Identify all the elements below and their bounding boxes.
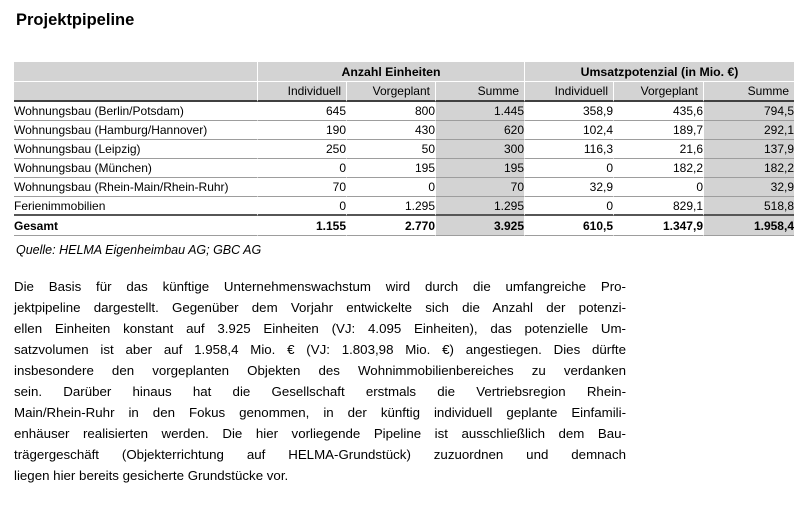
row-label: Wohnungsbau (Rhein-Main/Rhein-Ruhr) [14, 178, 258, 197]
sub-header-row [14, 82, 794, 102]
cell-umsatz-individuell: 32,9 [525, 178, 614, 197]
cell-anzahl-vorgeplant-total: 2.770 [347, 216, 436, 236]
body-line: sein. Darüber hinaus hat die Gesellschaft erstmals die Vertriebsregion Rhein- [14, 384, 626, 399]
subheader-individuell-1: Individuell [258, 82, 347, 102]
cell-umsatz-individuell: 0 [525, 159, 614, 178]
table-row-ferienimmobilien [14, 197, 794, 216]
cell-anzahl-vorgeplant: 50 [347, 140, 436, 159]
cell-umsatz-individuell: 0 [525, 197, 614, 216]
cell-umsatz-vorgeplant: 829,1 [614, 197, 704, 216]
group-header-umsatzpotenzial: Umsatzpotenzial (in Mio. €) [525, 62, 794, 82]
cell-anzahl-individuell-total: 1.155 [258, 216, 347, 236]
cell-umsatz-summe: 292,1 [704, 121, 794, 140]
row-label: Wohnungsbau (Berlin/Potsdam) [14, 102, 258, 121]
page-title: Projektpipeline [16, 11, 135, 29]
cell-anzahl-summe: 1.295 [436, 197, 525, 216]
cell-umsatz-individuell-total: 610,5 [525, 216, 614, 236]
body-line: enhäuser realisierten werden. Die hier vorliegende Pipeline ist ausschließlich dem Bau- [14, 426, 626, 441]
table-row-hamburg-hannover [14, 121, 794, 140]
cell-anzahl-vorgeplant: 0 [347, 178, 436, 197]
cell-umsatz-summe: 182,2 [704, 159, 794, 178]
body-line: jektpipeline dargestellt. Gegenüber dem Vorjahr entwickelte sich die Anzahl der potenzi- [14, 300, 626, 315]
cell-umsatz-summe: 32,9 [704, 178, 794, 197]
cell-umsatz-summe: 794,5 [704, 102, 794, 121]
body-line: ellen Einheiten konstant auf 3.925 Einheiten (VJ: 4.095 Einheiten), das potenzielle Um- [14, 321, 626, 336]
body-line: trägergeschäft (Objekterrichtung auf HELMA-Grundstück) zuzuordnen und demnach [14, 447, 626, 462]
table-row-berlin-potsdam [14, 102, 794, 121]
cell-anzahl-individuell: 190 [258, 121, 347, 140]
row-label: Ferienimmobilien [14, 197, 258, 216]
subheader-summe-2: Summe [704, 82, 794, 102]
cell-anzahl-summe: 70 [436, 178, 525, 197]
cell-umsatz-summe: 518,8 [704, 197, 794, 216]
cell-umsatz-vorgeplant-total: 1.347,9 [614, 216, 704, 236]
subheader-individuell-2: Individuell [525, 82, 614, 102]
corner-cell [14, 62, 258, 82]
cell-anzahl-summe: 195 [436, 159, 525, 178]
subheader-vorgeplant-1: Vorgeplant [347, 82, 436, 102]
row-label: Wohnungsbau (Hamburg/Hannover) [14, 121, 258, 140]
cell-anzahl-vorgeplant: 195 [347, 159, 436, 178]
cell-anzahl-individuell: 70 [258, 178, 347, 197]
cell-anzahl-summe: 1.445 [436, 102, 525, 121]
cell-umsatz-vorgeplant: 182,2 [614, 159, 704, 178]
body-line: insbesondere den vorgeplanten Objekten des Wohnimmobilienbereiches zu verdanken [14, 363, 626, 378]
table-source: Quelle: HELMA Eigenheimbau AG; GBC AG [16, 243, 262, 257]
cell-anzahl-summe-total: 3.925 [436, 216, 525, 236]
cell-umsatz-individuell: 102,4 [525, 121, 614, 140]
body-line: satzvolumen ist aber auf 1.958,4 Mio. € (VJ: 1.803,98 Mio. €) angestiegen. Dies dürfte [14, 342, 626, 357]
body-line: Die Basis für das künftige Unternehmenswachstum wird durch die umfangreiche Pro- [14, 279, 626, 294]
body-line: Main/Rhein-Ruhr in den Fokus genommen, in der künftig individuell geplante Einfamili- [14, 405, 626, 420]
cell-anzahl-summe: 620 [436, 121, 525, 140]
cell-umsatz-vorgeplant: 189,7 [614, 121, 704, 140]
cell-umsatz-vorgeplant: 0 [614, 178, 704, 197]
cell-umsatz-summe-total: 1.958,4 [704, 216, 794, 236]
cell-anzahl-individuell: 250 [258, 140, 347, 159]
cell-umsatz-individuell: 358,9 [525, 102, 614, 121]
cell-anzahl-individuell: 645 [258, 102, 347, 121]
pipeline-table [14, 62, 794, 236]
group-header-row [14, 62, 794, 82]
cell-anzahl-vorgeplant: 800 [347, 102, 436, 121]
subheader-summe-1: Summe [436, 82, 525, 102]
cell-umsatz-individuell: 116,3 [525, 140, 614, 159]
group-header-anzahl-einheiten: Anzahl Einheiten [258, 62, 525, 82]
body-paragraph [14, 276, 626, 486]
table-row-leipzig [14, 140, 794, 159]
cell-anzahl-vorgeplant: 430 [347, 121, 436, 140]
row-label-gesamt: Gesamt [14, 216, 258, 236]
cell-umsatz-summe: 137,9 [704, 140, 794, 159]
corner-cell [14, 82, 258, 102]
cell-umsatz-vorgeplant: 435,6 [614, 102, 704, 121]
body-line: liegen hier bereits gesicherte Grundstücke vor. [14, 468, 289, 483]
cell-umsatz-vorgeplant: 21,6 [614, 140, 704, 159]
table-row-muenchen [14, 159, 794, 178]
cell-anzahl-summe: 300 [436, 140, 525, 159]
row-label: Wohnungsbau (München) [14, 159, 258, 178]
subheader-vorgeplant-2: Vorgeplant [614, 82, 704, 102]
cell-anzahl-individuell: 0 [258, 159, 347, 178]
table-row-rhein-main-rhein-ruhr [14, 178, 794, 197]
row-label: Wohnungsbau (Leipzig) [14, 140, 258, 159]
cell-anzahl-vorgeplant: 1.295 [347, 197, 436, 216]
cell-anzahl-individuell: 0 [258, 197, 347, 216]
table-row-gesamt [14, 216, 794, 236]
